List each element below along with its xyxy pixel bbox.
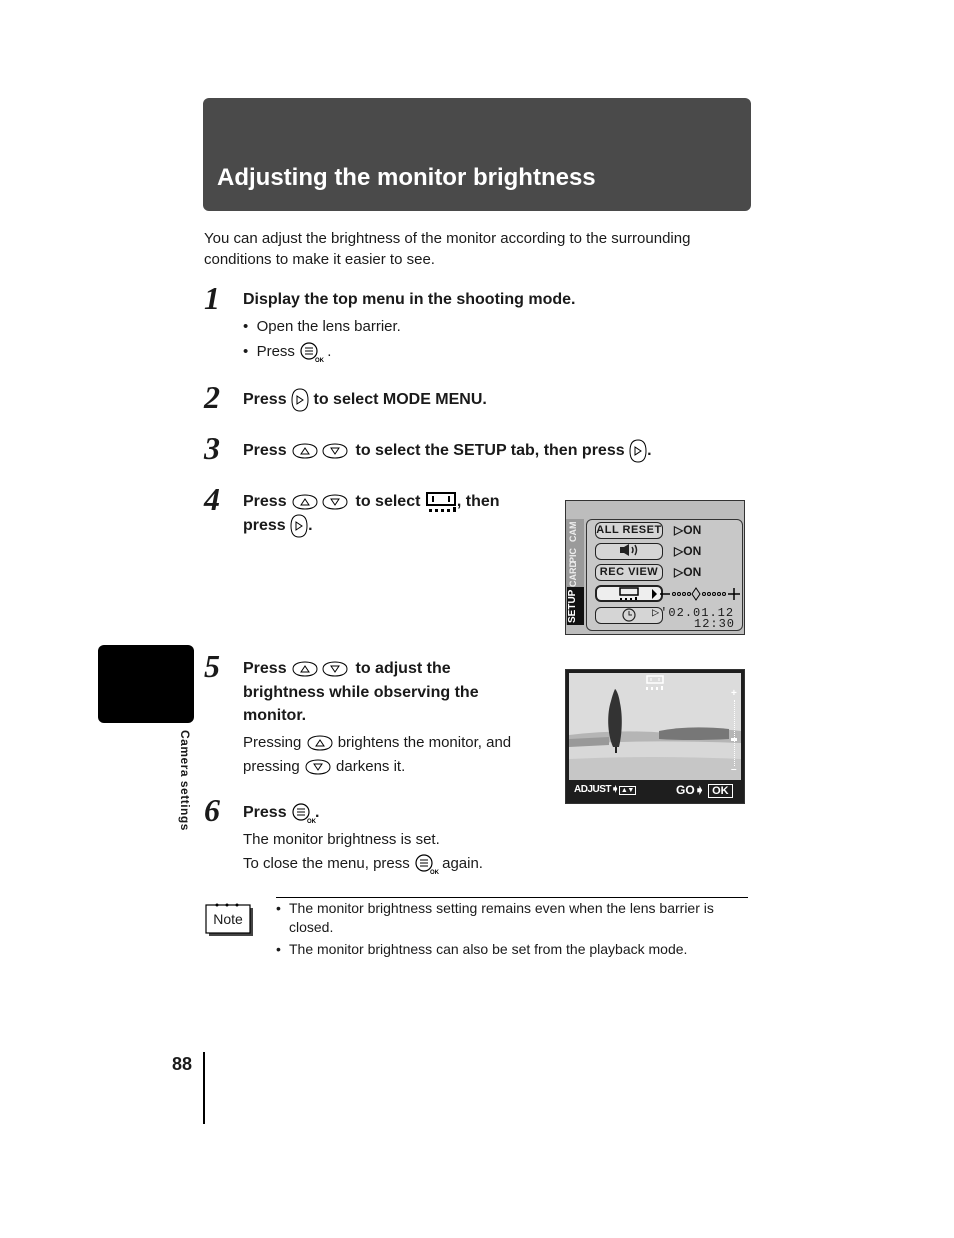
menu-ok-button-icon bbox=[299, 341, 323, 363]
note-label: Note bbox=[213, 911, 243, 927]
brightness-minus-label: – bbox=[731, 764, 737, 775]
step-1-bullet-2: • Press OK . bbox=[243, 343, 332, 365]
right-arrow-button-icon bbox=[629, 439, 647, 463]
svg-text:OK: OK bbox=[315, 358, 325, 365]
adjust-hint: ADJUST➧ ▲▼ bbox=[574, 784, 634, 795]
menu-rec-view: REC VIEW bbox=[595, 564, 663, 581]
monitor-brightness-icon bbox=[425, 491, 457, 513]
menu-ok-button-icon bbox=[291, 802, 315, 824]
monitor-brightness-icon bbox=[644, 675, 666, 691]
step-4-heading: Press to select , then bbox=[243, 490, 500, 514]
time-value: 12:30 bbox=[694, 617, 736, 631]
brightness-adjust-screenshot bbox=[565, 669, 745, 804]
monitor-brightness-icon bbox=[616, 587, 642, 601]
brightness-slider-icon bbox=[652, 587, 742, 601]
step-4-heading-line2: press . bbox=[243, 514, 313, 538]
date-value: ▷'02.01.12 bbox=[652, 606, 735, 620]
down-button-icon bbox=[304, 758, 332, 776]
page-number-rule bbox=[203, 1052, 205, 1124]
brightness-level-marker bbox=[731, 738, 737, 741]
step-2-heading: Press to select MODE MENU. bbox=[243, 388, 487, 412]
step-5-body-line1: Pressing brightens the monitor, and bbox=[243, 734, 512, 751]
page-number: 88 bbox=[172, 1054, 193, 1074]
step-5-body-line2: pressing darkens it. bbox=[243, 758, 406, 775]
beep-value: ▷ON bbox=[674, 544, 702, 558]
page-title: Adjusting the monitor brightness bbox=[217, 164, 596, 191]
right-arrow-button-icon bbox=[290, 514, 308, 538]
speaker-icon bbox=[614, 544, 644, 556]
chapter-label: Camera settings bbox=[178, 730, 192, 831]
brightness-scale bbox=[734, 700, 736, 766]
svg-text:OK: OK bbox=[429, 870, 439, 877]
brightness-plus-label: + bbox=[731, 688, 737, 699]
tab-pic: PIC bbox=[568, 547, 578, 563]
note-item-2: • The monitor brightness can also be set from the playback mode. bbox=[276, 940, 748, 959]
clock-icon bbox=[621, 608, 637, 622]
step-5-heading: Press to adjust the bbox=[243, 660, 451, 677]
all-reset-value: ▷ON bbox=[674, 523, 702, 537]
step-1-heading: Display the top menu in the shooting mode. bbox=[243, 291, 576, 308]
step-1-bullet-1: • Open the lens barrier. bbox=[243, 318, 401, 335]
step-5-number: 5 bbox=[204, 648, 220, 684]
right-arrow-button-icon bbox=[291, 388, 309, 412]
up-down-buttons-icon bbox=[291, 493, 351, 511]
note-item-1: • The monitor brightness setting remains even when the lens barrier is closed. bbox=[276, 899, 748, 937]
note-icon bbox=[205, 903, 253, 935]
setup-menu-screenshot bbox=[565, 500, 745, 635]
step-3-heading: Press to select the SETUP tab, then press . bbox=[243, 439, 652, 463]
step-6-number: 6 bbox=[204, 792, 220, 828]
menu-all-reset: ALL RESET bbox=[595, 522, 663, 539]
step-6-heading: Press OK . bbox=[243, 801, 320, 825]
go-ok-hint: GO➧ OK bbox=[676, 783, 733, 797]
menu-ok-button-icon bbox=[414, 853, 438, 875]
tab-card: CARD bbox=[568, 561, 578, 587]
step-4-number: 4 bbox=[204, 481, 220, 517]
step-2-number: 2 bbox=[204, 379, 220, 415]
note-box bbox=[276, 897, 748, 959]
title-banner bbox=[203, 98, 751, 211]
step-1-number: 1 bbox=[204, 280, 220, 316]
up-button-icon bbox=[306, 734, 334, 752]
tab-setup: SETUP bbox=[567, 587, 584, 625]
intro-text: You can adjust the brightness of the monitor according to the surrounding conditions to make it easier to see. bbox=[204, 230, 691, 268]
step-3-number: 3 bbox=[204, 430, 220, 466]
step-6-body-line2: To close the menu, press OK again. bbox=[243, 855, 483, 877]
tab-cam: CAM bbox=[568, 521, 578, 543]
up-down-buttons-icon bbox=[291, 442, 351, 460]
menu-beep bbox=[595, 543, 663, 560]
rec-view-value: ▷ON bbox=[674, 565, 702, 579]
step-5-heading-line3: monitor. bbox=[243, 707, 307, 724]
chapter-tab bbox=[98, 645, 194, 723]
svg-text:OK: OK bbox=[307, 818, 317, 825]
step-6-body-line1: The monitor brightness is set. bbox=[243, 831, 440, 848]
step-5-heading-line2: brightness while observing the bbox=[243, 684, 479, 701]
up-down-buttons-icon bbox=[291, 660, 351, 678]
